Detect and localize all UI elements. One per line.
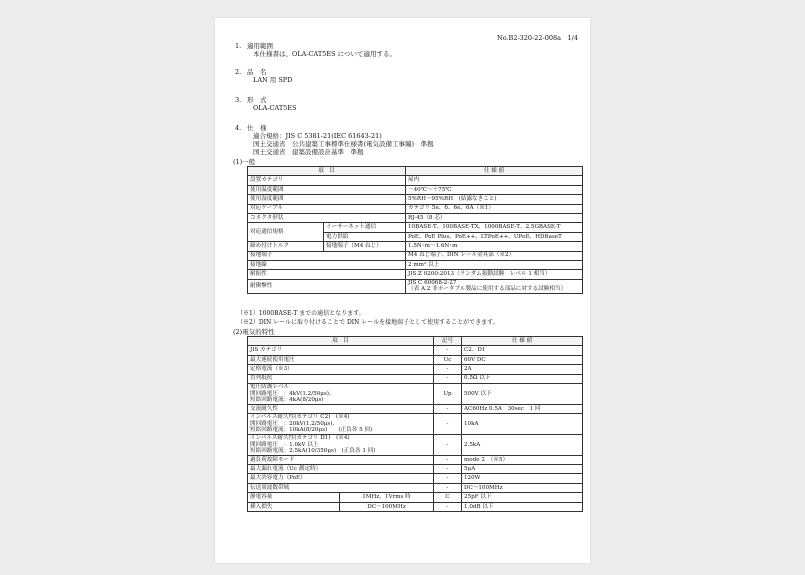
general-note-1: （※1）1000BASE-T までの通信となります。 <box>237 310 365 317</box>
electrical-item-line: インパルス耐久性(カテゴリ C2) (※4) <box>250 414 350 421</box>
electrical-header-row <box>248 337 583 346</box>
general-value-cell: PoE、PoE Plus、PoE++、LTPoE++、UPoE、HDBaseT <box>406 232 583 241</box>
electrical-header-value: 仕 様 値 <box>462 337 583 346</box>
electrical-value-cell: 2A <box>462 365 583 374</box>
electrical-item-cell: 直列抵抗 <box>248 374 434 383</box>
general-value-cell: 1.5N･m～1.6N･m <box>406 242 583 251</box>
electrical-item-line: 短絡回路電流：2.5kA(10/350μs) (正負各 1 回) <box>250 448 376 455</box>
electrical-item-line: 短絡回路電流：4kA(8/20μs) <box>250 397 324 404</box>
electrical-row <box>248 483 583 492</box>
section-3-body: OLA-CAT5ES <box>253 104 297 112</box>
general-row <box>248 185 583 194</box>
electrical-symbol-cell: - <box>434 346 462 355</box>
section-1-title: 適用範囲 <box>247 42 273 50</box>
electrical-row <box>248 404 583 413</box>
electrical-item-cell: 交流耐久性 <box>248 404 434 413</box>
electrical-symbol-cell: C <box>434 493 462 502</box>
general-row <box>248 242 583 251</box>
electrical-item-cell: 最大漏れ電流（Uc 測定時） <box>248 465 434 474</box>
electrical-row <box>248 502 583 511</box>
electrical-value-cell: 120W <box>462 474 583 483</box>
general-heading: (1)一般 <box>233 158 256 166</box>
electrical-value-cell: 0.5Ω 以下 <box>462 374 583 383</box>
general-item-cell: 対応通信規格 <box>248 223 324 242</box>
electrical-value-cell: 60V DC <box>462 355 583 364</box>
electrical-row <box>248 414 583 435</box>
standard-line-3: 国土交通省 建築設備設計基準 準拠 <box>253 148 364 156</box>
electrical-value-cell: 2.5kA <box>462 434 583 455</box>
electrical-symbol-cell: - <box>434 404 462 413</box>
general-note-2: （※2）DIN レールに取り付けることで DIN レールを接地端子として使用することができます。 <box>237 319 499 326</box>
electrical-item-cell: 静電容量 <box>248 493 340 502</box>
electrical-symbol-cell: - <box>434 474 462 483</box>
electrical-header-symbol: 記号 <box>434 337 462 346</box>
general-item-cell: 接地端子 <box>248 251 406 260</box>
general-item-cell: 締め付けトルク <box>248 242 324 251</box>
electrical-value-cell: 5μA <box>462 465 583 474</box>
general-value-cell: 2 mm² 以上 <box>406 260 583 269</box>
general-value-line: JIS C 60068-2-27 <box>408 279 457 286</box>
section-2-body: LAN 用 SPD <box>253 76 293 84</box>
general-header-value: 仕 様 値 <box>406 167 583 176</box>
general-row <box>248 279 583 293</box>
general-item-cell: コネクタ形状 <box>248 213 406 222</box>
general-item-cell: 使用湿度範囲 <box>248 195 406 204</box>
electrical-symbol-cell: - <box>434 365 462 374</box>
general-item-cell: 対応ケーブル <box>248 204 406 213</box>
general-value-cell: M4 ねじ端子、DIN レール金具部（※2） <box>406 251 583 260</box>
section-4-number: 4. <box>235 124 242 132</box>
electrical-symbol-cell: - <box>434 374 462 383</box>
electrical-row <box>248 455 583 464</box>
electrical-item-line: 開回路電圧 ：1.0kV 以上 <box>250 441 319 448</box>
electrical-condition-cell: DC～100MHz <box>340 502 434 511</box>
standard-line-2: 国土交通省 公共建築工事標準仕様書(電気設備工事編) 準拠 <box>253 140 434 148</box>
electrical-row <box>248 355 583 364</box>
document-page <box>215 18 590 563</box>
electrical-item-cell: JIS カテゴリ <box>248 346 434 355</box>
electrical-item-line: 短絡回路電流：10kA(8/20μs) (正負各 5 回) <box>250 427 373 434</box>
general-item-cell: 耐振性 <box>248 270 406 279</box>
general-item-cell: 接地線 <box>248 260 406 269</box>
electrical-symbol-cell: - <box>434 502 462 511</box>
section-1-number: 1. <box>235 42 242 50</box>
electrical-header-item: 項 目 <box>248 337 434 346</box>
electrical-item-cell: 最大許容電力（PoE） <box>248 474 434 483</box>
electrical-row <box>248 465 583 474</box>
section-3-title: 形 式 <box>247 96 267 104</box>
general-sub-cell: 接地端子（M4 ねじ） <box>324 242 406 251</box>
electrical-value-cell: 500V 以下 <box>462 383 583 404</box>
electrical-item-line: インパルス耐久性(カテゴリ D1) (※4) <box>250 434 350 441</box>
general-value-line: （表 A.2 非ポータブル製品に使用する部品に対する試験相当） <box>408 286 567 293</box>
general-value-cell: －40℃～＋75℃ <box>406 185 583 194</box>
electrical-row <box>248 365 583 374</box>
general-row <box>248 260 583 269</box>
electrical-item-line: 開回路電圧 ：20kV(1.2/50μs)、 <box>250 420 339 427</box>
general-value-cell <box>406 279 583 293</box>
general-item-cell: 使用温度範囲 <box>248 185 406 194</box>
general-row <box>248 270 583 279</box>
electrical-item-cell <box>248 414 434 435</box>
document-number: No.B2-320-22-008a 1/4 <box>497 34 578 42</box>
general-value-cell: 10BASE-T、100BASE-TX、1000BASE-T、2.5GBASE-T <box>406 223 583 232</box>
electrical-row <box>248 374 583 383</box>
electrical-symbol-cell: - <box>434 483 462 492</box>
electrical-item-line: 電圧防護レベル <box>250 383 290 390</box>
electrical-value-cell: C2、D1 <box>462 346 583 355</box>
section-4-title: 仕 様 <box>247 124 267 132</box>
electrical-value-cell: mode 2 （※5） <box>462 455 583 464</box>
general-row <box>248 176 583 185</box>
electrical-value-cell: 25pF 以下 <box>462 493 583 502</box>
electrical-item-cell: 伝送周波数帯域 <box>248 483 434 492</box>
general-row <box>248 204 583 213</box>
electrical-item-line: 開回路電圧 ：4kV(1.2/50μs)、 <box>250 390 335 397</box>
electrical-item-cell: 定格電流（※3） <box>248 365 434 374</box>
electrical-item-cell <box>248 434 434 455</box>
general-row <box>248 195 583 204</box>
standard-line-1: 適合規格：JIS C 5381-21(IEC 61643-21) <box>253 132 382 140</box>
general-value-cell: RJ-45（8 芯） <box>406 213 583 222</box>
electrical-symbol-cell: - <box>434 414 462 435</box>
electrical-item-cell <box>248 383 434 404</box>
electrical-row <box>248 434 583 455</box>
electrical-symbol-cell: - <box>434 455 462 464</box>
general-value-cell: カテゴリ 5e、6、6e、6A（※1） <box>406 204 583 213</box>
electrical-heading: (2)電気的特性 <box>233 328 275 336</box>
general-sub-cell: 電力供給 <box>324 232 406 241</box>
electrical-value-cell: 10kA <box>462 414 583 435</box>
electrical-row <box>248 346 583 355</box>
electrical-row <box>248 474 583 483</box>
general-row <box>248 213 583 222</box>
electrical-row <box>248 383 583 404</box>
general-spec-table <box>247 166 583 294</box>
general-header-row <box>248 167 583 176</box>
electrical-condition-cell: 1MHz、1Vrms 時 <box>340 493 434 502</box>
electrical-symbol-cell: - <box>434 434 462 455</box>
electrical-symbol-cell: Up <box>434 383 462 404</box>
section-2-number: 2. <box>235 68 242 76</box>
section-3-number: 3. <box>235 96 242 104</box>
general-item-cell: 設置カテゴリ <box>248 176 406 185</box>
electrical-symbol-cell: Uc <box>434 355 462 364</box>
general-value-cell: 屋内 <box>406 176 583 185</box>
electrical-item-cell: 最大連続使用電圧 <box>248 355 434 364</box>
electrical-row <box>248 493 583 502</box>
section-1-body: 本仕様書は、OLA-CAT5ES について適用する。 <box>253 50 396 58</box>
general-sub-cell: イーサーネット通信 <box>324 223 406 232</box>
general-header-item: 項 目 <box>248 167 406 176</box>
electrical-symbol-cell: - <box>434 465 462 474</box>
general-row <box>248 251 583 260</box>
general-item-cell: 耐衝撃性 <box>248 279 406 293</box>
electrical-value-cell: AC60Hz 0.5A 30sec 1 回 <box>462 404 583 413</box>
electrical-item-cell: 挿入損失 <box>248 502 340 511</box>
general-row <box>248 223 583 232</box>
section-2-title: 品 名 <box>247 68 267 76</box>
electrical-value-cell: DC～100MHz <box>462 483 583 492</box>
electrical-spec-table <box>247 336 583 512</box>
general-value-cell: 5%RH～95%RH (結露なきこと) <box>406 195 583 204</box>
electrical-value-cell: 1.0dB 以下 <box>462 502 583 511</box>
general-value-cell: JIS Z 0200:2013（ランダム振動試験 レベル 1 相当） <box>406 270 583 279</box>
electrical-item-cell: 過負荷故障モード <box>248 455 434 464</box>
